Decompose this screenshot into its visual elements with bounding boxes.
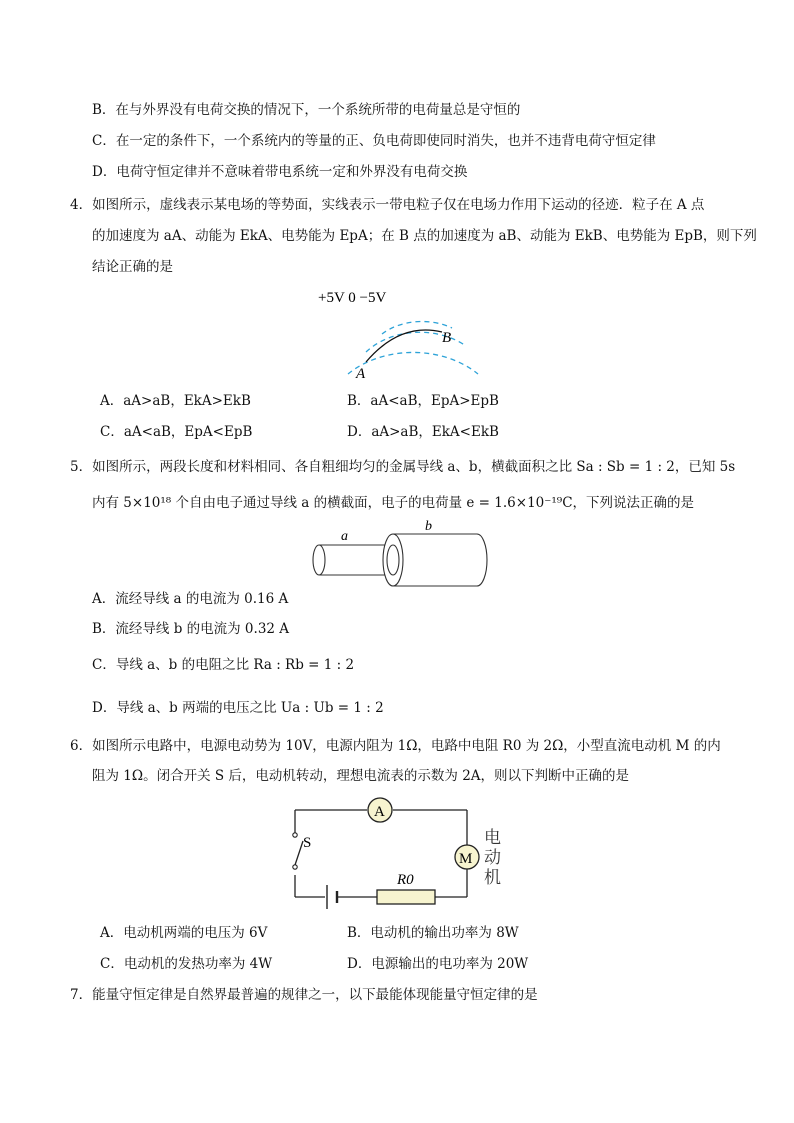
q6-switch-contact-top: [293, 833, 297, 837]
q4-option-b: B．aA<aB，EpA>EpB: [347, 393, 499, 409]
q6-switch-blade: [295, 841, 303, 865]
q3-option-b: B．在与外界没有电荷交换的情况下，一个系统所带的电荷量总是守恒的: [92, 102, 521, 118]
q4-stem-line1: 4．如图所示，虚线表示某电场的等势面，实线表示一带电粒子仅在电场力作用下运动的径迹．粒子在 A 点: [70, 197, 705, 213]
q5-stem-line2: 内有 5×10¹⁸ 个自由电子通过导线 a 的横截面，电子的电荷量 e = 1.6×10⁻¹⁹C，下列说法正确的是: [92, 495, 695, 511]
q4-point-a-label: A: [356, 366, 366, 382]
q5-option-b: B．流经导线 b 的电流为 0.32 A: [92, 621, 290, 637]
q5-option-c: C．导线 a、b 的电阻之比 Ra : Rb = 1 : 2: [92, 657, 355, 673]
q4-equipotential-outer: [348, 352, 478, 374]
q6-switch-label: S: [303, 835, 312, 851]
q3-option-d: D．电荷守恒定律并不意味着带电系统一定和外界没有电荷交换: [92, 164, 468, 180]
q6-circuit-figure: [285, 795, 515, 915]
q5-wire-b-label: b: [425, 520, 432, 534]
q4-potential-labels: +5V 0 −5V: [318, 290, 387, 306]
q5-wire-a-label: a: [341, 529, 348, 544]
q5-wire-a-end: [313, 545, 325, 575]
q6-stem-line1: 6．如图所示电路中，电源电动势为 10V，电源内阻为 1Ω，电路中电阻 R0 为 2Ω，小型直流电动机 M 的内: [70, 738, 721, 754]
q4-point-b-label: B: [442, 330, 452, 346]
q6-motor-caption: 电动机: [484, 828, 501, 888]
q5-stem-line1: 5．如图所示，两段长度和材料相同、各自粗细均匀的金属导线 a、b，横截面积之比 Sa : Sb = 1 : 2，已知 5s: [70, 459, 736, 475]
q6-option-a: A．电动机两端的电压为 6V: [100, 925, 268, 941]
q4-option-a: A．aA>aB，EkA>EkB: [100, 393, 251, 409]
q6-switch-contact-bottom: [293, 865, 297, 869]
q4-option-c: C．aA<aB，EpA<EpB: [100, 424, 253, 440]
q5-option-a: A．流经导线 a 的电流为 0.16 A: [92, 591, 289, 607]
q6-option-d: D．电源输出的电功率为 20W: [347, 956, 529, 972]
q5-option-d: D．导线 a、b 两端的电压之比 Ua : Ub = 1 : 2: [92, 700, 384, 716]
q6-resistor-label: R0: [397, 872, 414, 888]
q4-stem-line2: 的加速度为 aA、动能为 EkA、电势能为 EpA；在 B 点的加速度为 aB、动能为 EkB、电势能为 EpB，则下列: [92, 228, 757, 244]
q7-stem-line1: 7．能量守恒定律是自然界最普遍的规律之一，以下最能体现能量守恒定律的是: [70, 987, 538, 1003]
q6-option-b: B．电动机的输出功率为 8W: [347, 925, 519, 941]
q6-stem-line2: 阻为 1Ω。闭合开关 S 后，电动机转动，理想电流表的示数为 2A，则以下判断中正确的是: [92, 768, 630, 784]
q5-wire-figure: [305, 520, 490, 588]
q6-motor-label: M: [459, 851, 473, 867]
q4-equipotential-figure: [300, 284, 500, 384]
q4-option-d: D．aA>aB，EkA<EkB: [347, 424, 499, 440]
q3-option-c: C．在一定的条件下，一个系统内的等量的正、负电荷即使同时消失，也并不违背电荷守恒定律: [92, 133, 656, 149]
q6-ammeter-label: A: [374, 804, 385, 820]
q5-wire-joint: [387, 545, 399, 575]
q6-option-c: C．电动机的发热功率为 4W: [100, 956, 273, 972]
q6-resistor: [377, 890, 435, 904]
q4-particle-trajectory: [366, 330, 442, 362]
q4-stem-line3: 结论正确的是: [92, 259, 173, 275]
